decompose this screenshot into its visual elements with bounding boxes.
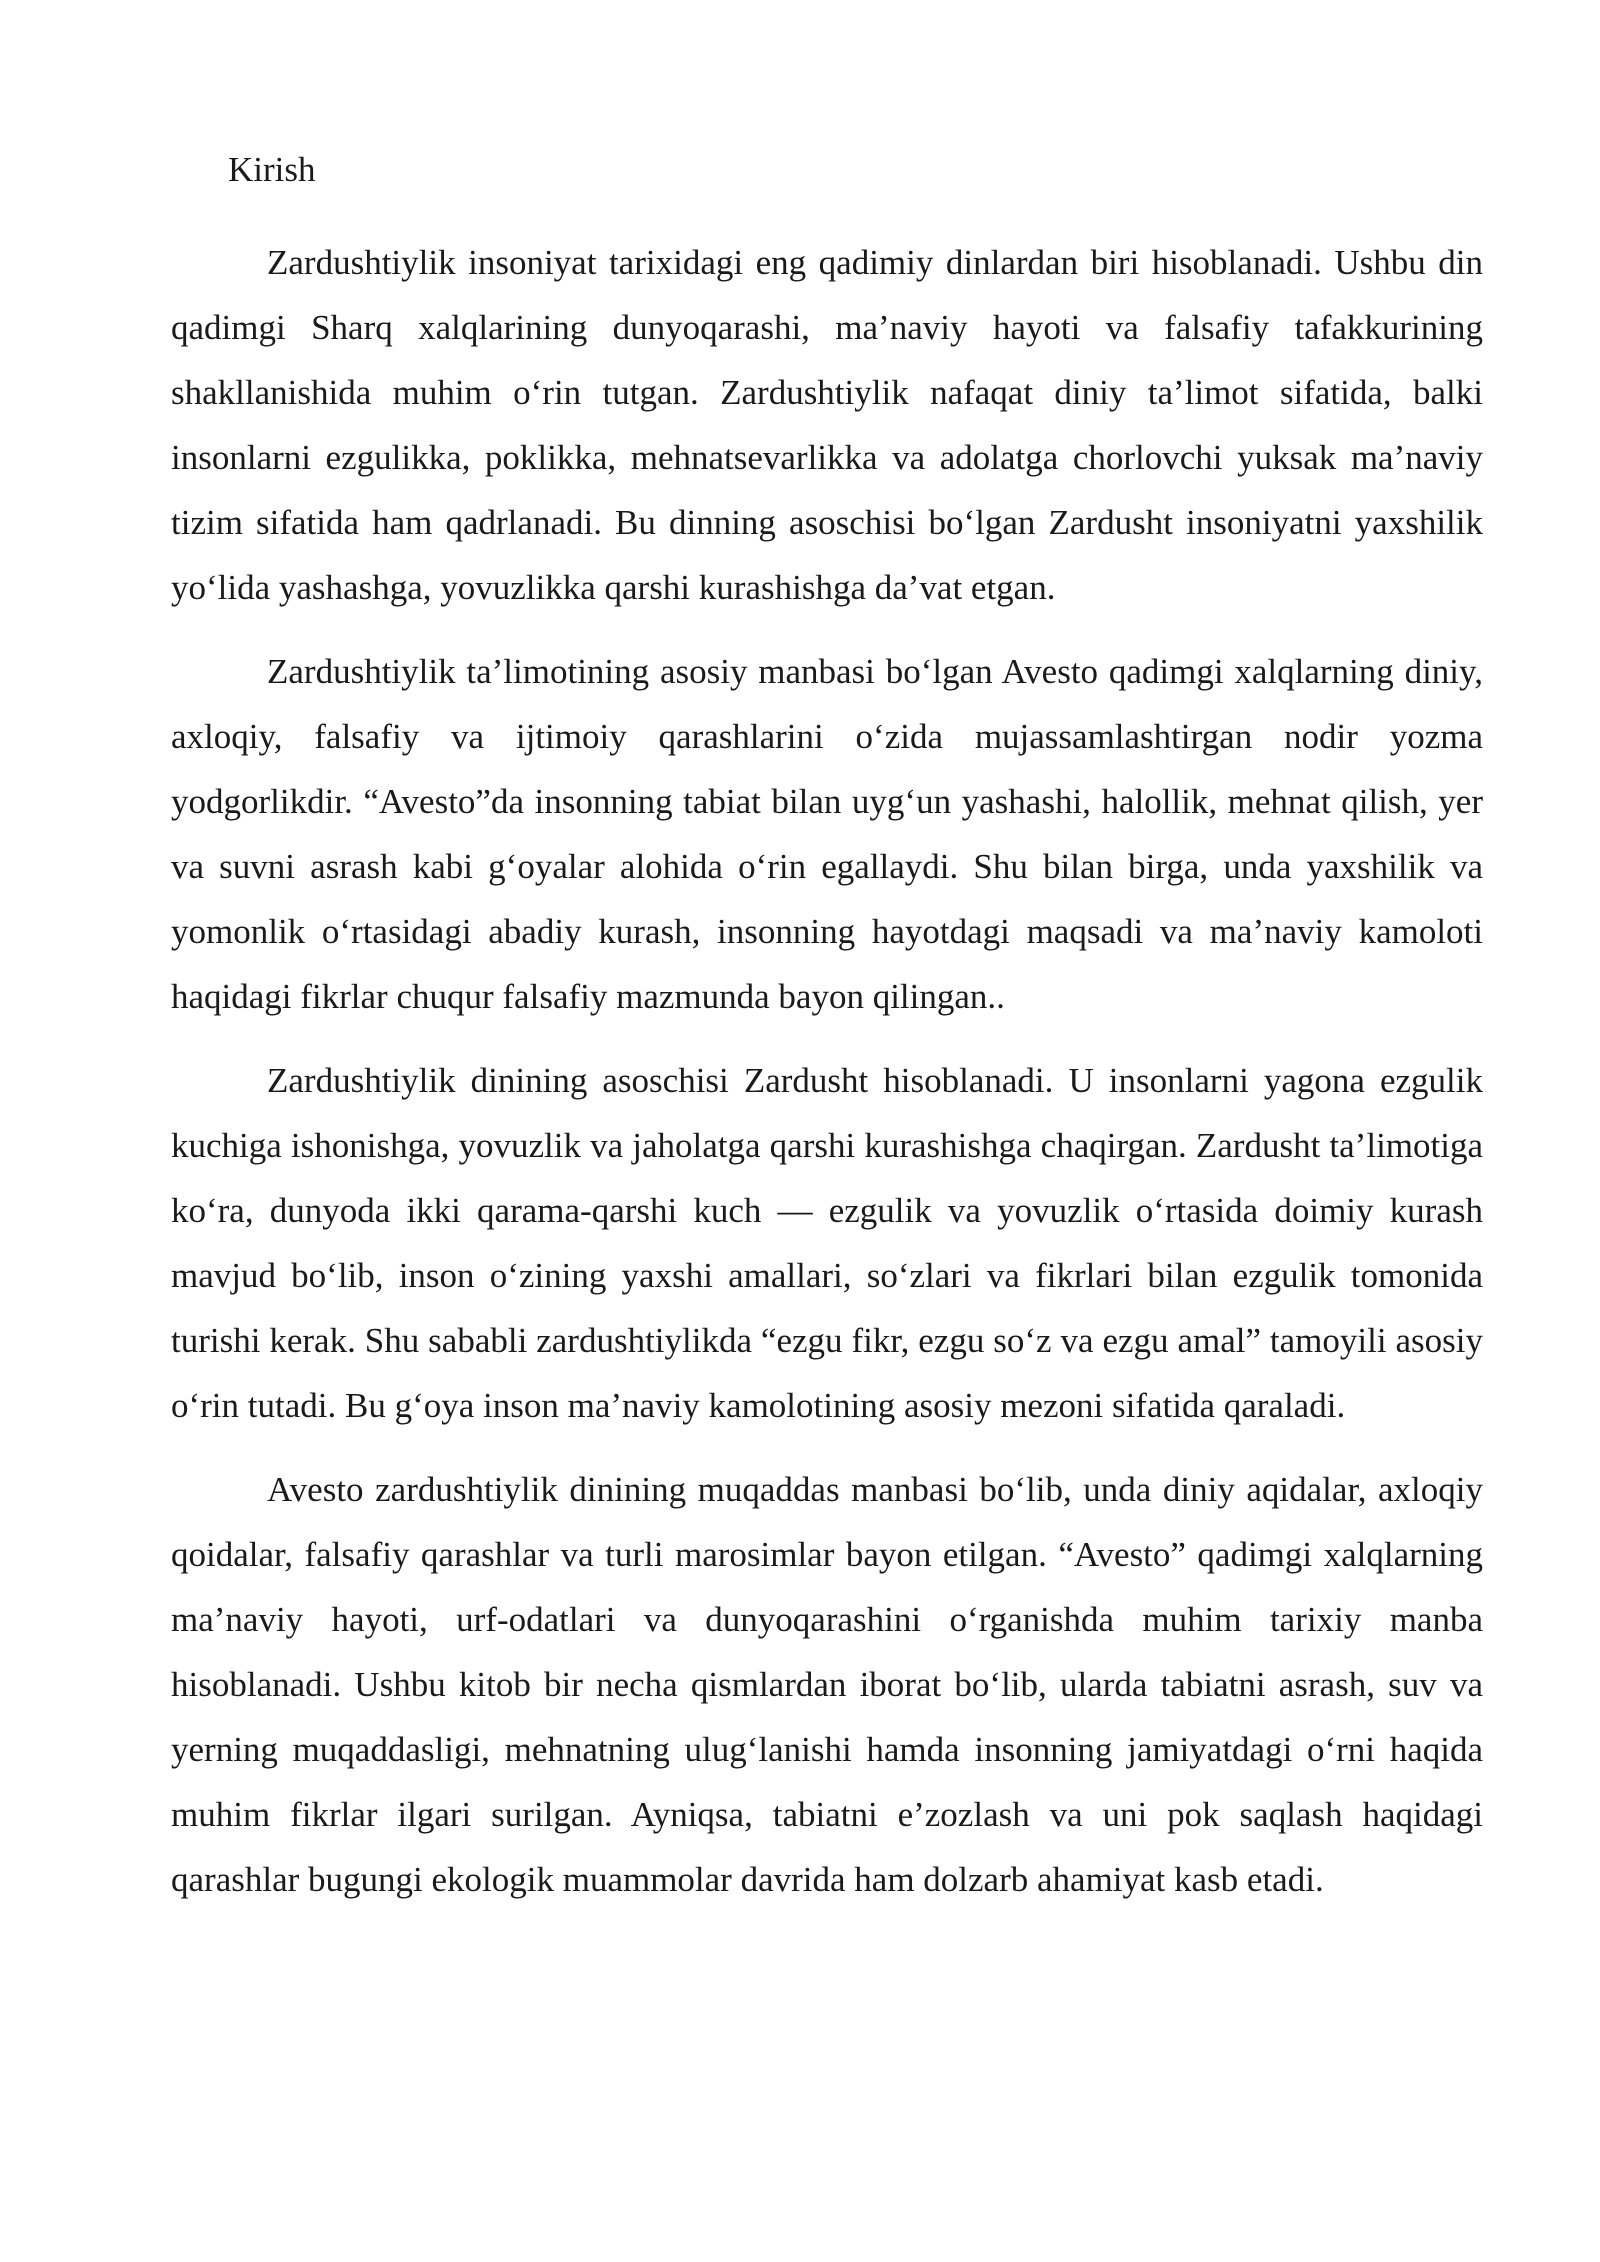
paragraph-3: Zardushtiylik dinining asoschisi Zardusht hisoblanadi. U insonlarni yagona ezgulik kuchiga ishonishga, yovuzlik va jaholatga qarshi kurashishga chaqirgan. Zardusht ta’limotiga ko‘ra, dunyoda ikki qarama-qarshi kuch — ezgulik va yovuzlik o‘rtasida doimiy kurash mavjud bo‘lib, inson o‘zining yaxshi amallari, so‘zlari va fikrlari bilan ezgulik tomonida turishi kerak. Shu sababli zardushtiylikda “ezgu fikr, ezgu so‘z va ezgu amal” tamoyili asosiy o‘rin tutadi. Bu g‘oya inson ma’naviy kamolotining asosiy mezoni sifatida qaraladi. <box>171 1061 1483 1425</box>
paragraph-2: Zardushtiylik ta’limotining asosiy manbasi bo‘lgan Avesto qadimgi xalqlarning diniy, axloqiy, falsafiy va ijtimoiy qarashlarini o‘zida mujassamlashtirgan nodir yozma yodgorlikdir. “Avesto”da insonning tabiat bilan uyg‘un yashashi, halollik, mehnat qilish, yer va suvni asrash kabi g‘oyalar alohida o‘rin egallaydi. Shu bilan birga, unda yaxshilik va yomonlik o‘rtasidagi abadiy kurash, insonning hayotdagi maqsadi va ma’naviy kamoloti haqidagi fikrlar chuqur falsafiy mazmunda bayon qilingan.. <box>171 652 1483 1016</box>
section-heading: Kirish <box>228 150 316 189</box>
paragraph-1: Zardushtiylik insoniyat tarixidagi eng qadimiy dinlardan biri hisoblanadi. Ushbu din qadimgi Sharq xalqlarining dunyoqarashi, ma’naviy hayoti va falsafiy tafakkurining shakllanishida muhim o‘rin tutgan. Zardushtiylik nafaqat diniy ta’limot sifatida, balki insonlarni ezgulikka, poklikka, mehnatsevarlikka va adolatga chorlovchi yuksak ma’naviy tizim sifatida ham qadrlanadi. Bu dinning asoschisi bo‘lgan Zardusht insoniyatni yaxshilik yo‘lida yashashga, yovuzlikka qarshi kurashishga da’vat etgan. <box>171 243 1483 607</box>
paragraph-4: Avesto zardushtiylik dinining muqaddas manbasi bo‘lib, unda diniy aqidalar, axloqiy qoidalar, falsafiy qarashlar va turli marosimlar bayon etilgan. “Avesto” qadimgi xalqlarning ma’naviy hayoti, urf-odatlari va dunyoqarashini o‘rganishda muhim tarixiy manba hisoblanadi. Ushbu kitob bir necha qismlardan iborat bo‘lib, ularda tabiatni asrash, suv va yerning muqaddasligi, mehnatning ulug‘lanishi hamda insonning jamiyatdagi o‘rni haqida muhim fikrlar ilgari surilgan. Ayniqsa, tabiatni e’zozlash va uni pok saqlash haqidagi qarashlar bugungi ekologik muammolar davrida ham dolzarb ahamiyat kasb etadi. <box>171 1470 1483 1899</box>
